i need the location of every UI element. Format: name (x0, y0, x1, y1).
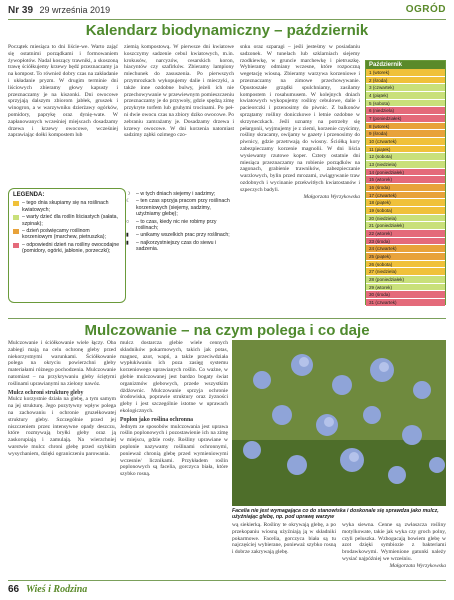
page-header (8, 4, 446, 20)
moon-phase-icon: ▮ (126, 239, 129, 246)
article1-title: Kalendarz biodynamiczny – październik (85, 22, 369, 39)
issue-info (8, 5, 110, 16)
section-name: OGRÓD (405, 4, 446, 15)
legend-text: – dzień poświęcamy roślinom korzeniowym (marchew, pietruszka); (22, 228, 106, 241)
calendar-day-label: 26 (sobota) (369, 261, 393, 267)
legend-swatch (13, 243, 19, 248)
calendar-day-label: 28 (poniedziałek) (369, 277, 404, 283)
calendar-day-label: 6 (niedziela) (369, 108, 395, 114)
calendar-day-label: 10 (czwartek) (369, 139, 397, 145)
calendar-title: Październik (366, 61, 445, 69)
calendar-day-label: 12 (sobota) (369, 154, 393, 160)
legend-symbol-item (126, 240, 234, 253)
calendar-day-label: 22 (wtorek) (369, 231, 392, 237)
calendar-day-row (366, 184, 445, 192)
calendar-day-row (366, 261, 445, 269)
article2-subheading-2: Poplon jako roślina ochronna (120, 416, 194, 423)
legend-text: – warty dzieć dla roślin liściastych (sałata, szpinak); (22, 214, 119, 227)
calendar-day-label: 5 (sobota) (369, 100, 390, 106)
article1-column-3 (240, 44, 360, 340)
article2-author: Małgorzata Wyrzykowska (389, 562, 446, 569)
moon-phase-icon: ▮ (126, 232, 129, 239)
calendar-day-label: 16 (środa) (369, 185, 390, 191)
article2-text-4: wyka siewna. Cenne są zwłaszcza rośliny motylkowate, takie jak wyka czy groch polny, czyli peluszka. Wzbogacają bowiem glebę w azot dzięki symbiozie z bakteriami brodawkowymi. Wymienione gatunki należy wysiać najpóźniej we wrześniu. (342, 522, 446, 562)
moon-phase-icon: ☾ (126, 198, 131, 205)
legend-item (13, 242, 121, 255)
legend-text: – tego dnia skupiamy się na roślinach kwiatowych; (22, 200, 109, 213)
calendar-day-row (366, 230, 445, 238)
calendar-day-row (366, 146, 445, 154)
calendar-day-label: 30 (środa) (369, 292, 390, 298)
calendar-table (365, 60, 446, 305)
calendar-day-label: 18 (piątek) (369, 200, 391, 206)
calendar-day-row (366, 138, 445, 146)
legend-symbol-item (126, 232, 234, 238)
magazine-logo: Wieś i Rodzina (26, 584, 88, 595)
calendar-day-label: 11 (piątek) (369, 146, 391, 152)
calendar-day-row (366, 123, 445, 131)
legend-item (13, 214, 121, 227)
legend-text: – najkorzystniejszy czas do siewu i sadzenia. (136, 239, 217, 253)
article1-text-1: Początek miesiąca to dni liście-we. Warto zająć się ostatnimi porządkami i formowaniem żywopłotów. Nadal koszący trawniki, a skoszoną trawę ściółkujemy krzewy będź przeznaczamy ja na kompost. To również dobry czas na zakładanie i układanie pryzm. W drugim terminie dni liściowych zbieramy głowy kapusty i przeznaczamy je na kiszonki. Dni owocowe sprzyjają dalszym zbiorom jabłek, gruszek i winogron, a w warzywniku dzierżawy ogórków, pomidory, paprykę oraz dynię-wate. W zapłanowanych wcześniej miejscach dosadzamy drzewa i krzewy owocowe, wcześniej zaprawiając dołki kompostem lub (8, 44, 118, 139)
calendar-day-label: 13 (niedziela) (369, 162, 397, 168)
issue-number: Nr 39 (8, 5, 34, 16)
article2-column-2 (120, 340, 228, 576)
article2-text-3: wą siekierką. Rośliny te okrywają glebę, a po przekopaniu wiosną użyźniają ją w składniki pokarmowe. Facelia, gorczyca biała są tu najczęściej wybierane, ponieważ szybko rosną i dobrze zakrywają glebę. (232, 522, 336, 556)
calendar-day-label: 3 (czwartek) (369, 85, 395, 91)
calendar-day-row (366, 130, 445, 138)
legend-text: – to czas, kiedy nic nie robimy przy roślinach; (136, 218, 217, 232)
article2-column-1 (8, 340, 116, 576)
article2-title: Mulczowanie – na czym polega i co daje (8, 318, 446, 339)
calendar-day-label: 4 (piątek) (369, 93, 389, 99)
legend-item (13, 200, 121, 213)
legend-symbols (124, 188, 236, 303)
calendar-day-row (366, 84, 445, 92)
calendar-day-label: 9 (środa) (369, 131, 388, 137)
calendar-day-row (366, 107, 445, 115)
calendar-day-label: 23 (środa) (369, 238, 390, 244)
calendar-day-row (366, 284, 445, 292)
calendar-day-row (366, 77, 445, 85)
calendar-day-label: 20 (niedziela) (369, 215, 397, 221)
calendar-day-label: 15 (wtorek) (369, 177, 392, 183)
calendar-day-label: 1 (wtorek) (369, 70, 390, 75)
calendar-day-row (366, 199, 445, 207)
calendar-day-label: 31 (czwartek) (369, 300, 397, 306)
calendar-day-row (366, 268, 445, 276)
calendar-day-row (366, 299, 445, 307)
calendar-day-row (366, 192, 445, 200)
calendar-rows (366, 69, 445, 307)
legend-text: – unikamy wszelkich prac przy roślinach; (136, 232, 230, 239)
calendar-day-label: 14 (poniedziałek) (369, 169, 404, 175)
calendar-day-row (366, 291, 445, 299)
calendar-day-row (366, 169, 445, 177)
calendar-day-label: 17 (czwartek) (369, 192, 397, 198)
legend-text: – ten czas sprzyja pracom przy roślinach korzeniowych (siejemy, sadzimy, użyźniamy glebę); (136, 198, 230, 218)
article2-text-1b: Mulcz korzystnie działa na glebę, a tym samym na jej strukturę. Jego pozytywny wpływ polega na zachowaniu i ochronie gruzełkowatej struktury gleby. Szczególnie przed jej niszczeniem przez intensywne opady deszczu, które rozmywają bryłki gleby oraz ją zaskorupiają i zamulają. Na wierzchniej warstwie mulcz chroni glebę przed szybkim wysychaniem, dzięki ograniczeniu parowania. (8, 396, 116, 457)
legend-swatch (13, 229, 19, 234)
moon-phase-icon: ○ (126, 218, 130, 225)
moon-phase-icon: ☽ (126, 191, 131, 197)
calendar-day-row (366, 245, 445, 253)
article1-column-1 (8, 44, 118, 186)
calendar-day-label: 7 (poniedziałek) (369, 116, 402, 122)
calendar-day-row (366, 115, 445, 123)
article2-text-2b: Jednym ze sposobów mulczowania jest uprawa roślin poplonowych i pozostawienie ich na zimę w miejscu, gdzie rosły. Rośliny uprawiane w poplonie nazywamy roślinami ochronnymi, ponieważ chronią glebę przed wymieniowymi wczesnie/ licznikami. Przykładem roślin poplonowych są facelia, gorczyca biała, które szybko rosną. (120, 423, 228, 478)
legend-title: LEGENDA: (13, 192, 45, 198)
article1-column-2 (124, 44, 234, 186)
article2-text-1: Mulczowanie i ściółkowanie wiele łączy. Oba zabiegi mają na celu ochronę gleby przed niekorzystnymi warunkami. Ściółkowanie polega na okryciu powierzchni gleby materiałami różnego pochodzenia. Mulczowanie natomiast – na przykrywaniu gleby ściętymi roślinami uprawianymi na zielony nawóz. (8, 340, 116, 387)
calendar-day-row (366, 176, 445, 184)
legend-symbol-item (126, 191, 234, 197)
calendar-day-row (366, 92, 445, 100)
calendar-day-label: 2 (środa) (369, 77, 388, 83)
article2-text-2: mulcz dostarcza glebie wiele cennych składników pokarmowych, takich jak potas, magnez, azot, wapń, a także przeciwdziała wypłukiwaniu ich poza zasięg systemu korzeniowego uprawianych roślin. Co ważne, w glebie mulczowanej jest bardzo bogaty świat organizmów glebowych, przede wszystkim dżdżownic. Mulczowanie sprzyja ochronie środowiska, poprawie struktury oraz żyzności gleby i jest szczególnie istotne w uprawach ekologicznych. (120, 340, 228, 414)
article2-column-4 (342, 522, 446, 578)
article2-subheading-1: Mulcz ochroni strukturę gleby (8, 389, 84, 396)
calendar-day-row (366, 215, 445, 223)
legend-swatch (13, 215, 19, 220)
calendar-day-row (366, 100, 445, 108)
article1-author: Małgorzata Wyrzykowska (303, 193, 360, 200)
calendar-day-row (366, 253, 445, 261)
calendar-day-row (366, 161, 445, 169)
article1-text-2: ziemią kompostową. W pierwsze dni kwiatowe koszczymy sadzenie cebul kwiatowych, m.in. krokusów, narcyzów, cesarskich koron, hiacyntów czy szafirków. Zbieramy lampiony miechunek do zasuszenia. Po pierwszych przymrozkach wykopujemy dalie i mieczyki, a także inne ozdobne bulwy, jeżeli ich nie przechowywanie w przewiewnym pomieszczeniu przeznaczamy je do przywoły, gdzie spędzą zimę przykryte torfem lub gruhymi trocinami. Po peł-ni dwie owocu czas na zbiory dziko owocowe. Po zebraniu zamrażamy je. Dosadzamy drzewa i krzewy owocowe. W dni korzenia natomiast sadzimy ząbki ozimego czo- (124, 44, 234, 139)
calendar-day-label: 25 (piątek) (369, 254, 391, 260)
calendar-day-label: 21 (poniedziałek) (369, 223, 404, 229)
calendar-day-row (366, 69, 445, 77)
calendar-day-row (366, 207, 445, 215)
calendar-day-label: 19 (sobota) (369, 208, 393, 214)
legend-item (13, 228, 121, 241)
page-footer (8, 580, 446, 596)
issue-date: 29 września 2019 (39, 5, 111, 15)
legend-left-list (13, 200, 121, 254)
calendar-day-label: 24 (czwartek) (369, 246, 397, 252)
legend-right-list (126, 191, 234, 253)
calendar-day-row (366, 276, 445, 284)
calendar-day-label: 27 (niedziela) (369, 269, 397, 275)
legend-box (8, 188, 126, 303)
calendar-day-label: 29 (wtorek) (369, 284, 392, 290)
calendar-day-row (366, 153, 445, 161)
page-number: 66 (8, 584, 20, 595)
legend-text: – w tych dniach siejemy i sadzimy; (136, 191, 216, 197)
legend-symbol-item (126, 198, 234, 217)
calendar-day-row (366, 222, 445, 230)
legend-symbol-item (126, 219, 234, 232)
article2-column-3 (232, 522, 336, 578)
photo-caption: Facelia nie jest wymagająca co do stanowiska i doskonale się sprawdza jako mulcz, użyźniając glebę, np. pod uprawę warzyw (232, 508, 439, 521)
calendar-day-label: 8 (wtorek) (369, 123, 390, 129)
article1-text-3: snku oraz szparagi – jeśli jesteśmy w posiadaniu sadzonek. W tunelach lub szklarniach siejemy rzodkiewkę, w gruncie marchewkę i pietruszkę. Wybieramy odmiany wczesne, które rozpoczną wegetację wiosną. Zbieramy warzywa korzeniowe i przeznaczamy na zimowe przechowywanie. Opustoszałe grządki spulchniamy, zasilamy kompostem i rosahumusem. W kolejnych dniach kwiatowych wykopujemy rośliny cebulowe, dalie i pacieorczki i przenosimy do piwnic. Z balkonów sprzątamy rośliny doniczkowe i letnie ozdobne w skrzyneczkach. Jeśli uznamy na potrzeby się pełargonii, wyjmujemy je z ziemi, korzenie czyścimy, rośliny skracamy, owijamy w gazety i przenosimy do piwnicy, gdzie przetrwają do wiosny. Ściółką kory zabezpieczamy korzenie magnolii. W dni liścia wysiewamy rzutowe koper. Cztery ostatnie dni miesiąca przeznaczamy na robienie porządków na zagonach, grabienie trawników, zabezpieczanie warzlowych, bylin przed mrozami, zwiągywanie traw ozdobnych i wycinanie przekwitłych kwiatostanów i szpeczych badyli. (240, 44, 360, 193)
legend-swatch (13, 201, 19, 206)
calendar-day-row (366, 238, 445, 246)
legend-text: – odpowiedni dzień na rośliny owocodajne (pomidory, ogórki, jabłonie, porzeczki); (22, 241, 120, 255)
facelia-illustration (232, 340, 446, 506)
facelia-photo (232, 340, 446, 506)
